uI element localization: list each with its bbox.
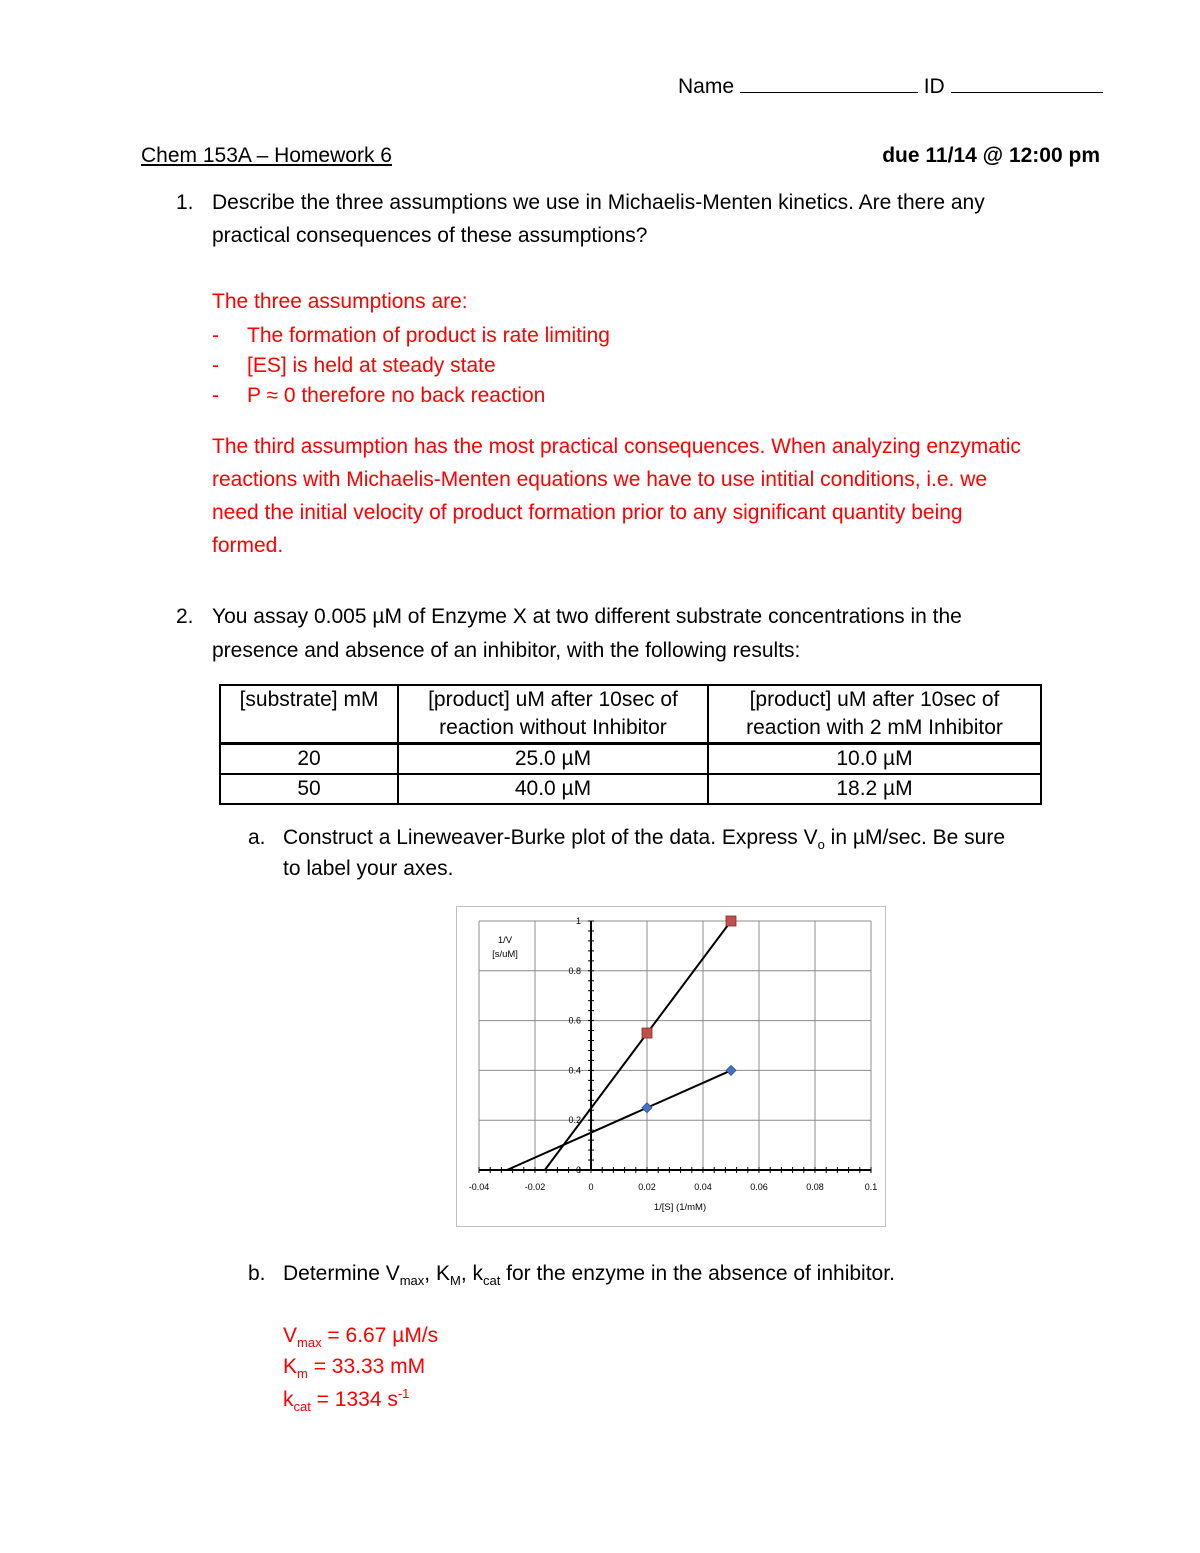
q1-answer-line: need the initial velocity of product formation prior to any significant quantity being bbox=[212, 501, 963, 524]
data-point-diamond bbox=[726, 1065, 736, 1075]
kcat-answer bbox=[283, 1386, 409, 1414]
part-a-line2: to label your axes. bbox=[283, 857, 454, 880]
name-blank bbox=[740, 74, 918, 93]
table-header-line: reaction with 2 mM Inhibitor bbox=[746, 716, 1003, 739]
name-field bbox=[678, 74, 1103, 99]
vmax-symbol: V bbox=[283, 1324, 298, 1347]
y-axis-title: 1/V bbox=[497, 935, 513, 946]
kcat-sup: -1 bbox=[397, 1386, 410, 1401]
part-a-sub: o bbox=[817, 837, 825, 853]
results-table bbox=[219, 684, 1042, 805]
q1-line2: practical consequences of these assumptions? bbox=[212, 224, 648, 247]
kcat-sub: cat bbox=[293, 1399, 311, 1415]
assumption-item: [ES] is held at steady state bbox=[247, 354, 496, 377]
table-header-cell bbox=[220, 685, 398, 744]
data-point-square bbox=[642, 1028, 652, 1038]
km-sub: m bbox=[297, 1366, 308, 1382]
kcat-value: = 1334 s bbox=[310, 1388, 398, 1411]
table-cell: 18.2 µM bbox=[708, 774, 1041, 804]
part-b-text: , k bbox=[460, 1262, 483, 1285]
km-symbol: K bbox=[283, 1355, 298, 1378]
x-tick-label: 0.04 bbox=[694, 1182, 712, 1192]
table-header-line: reaction without Inhibitor bbox=[439, 716, 667, 739]
q2-number: 2. bbox=[176, 605, 194, 628]
y-tick-label: 0 bbox=[575, 1165, 581, 1175]
q2-line2: presence and absence of an inhibitor, with the following results: bbox=[212, 639, 801, 662]
y-tick-label: 0.2 bbox=[568, 1115, 581, 1126]
kcat-symbol: k bbox=[283, 1388, 294, 1411]
lineweaver-burk-chart bbox=[456, 906, 886, 1227]
part-b-text: Determine V bbox=[283, 1262, 400, 1285]
x-tick-label: 0.1 bbox=[864, 1182, 878, 1192]
y-axis-title: [s/uM] bbox=[492, 949, 518, 960]
part-b-sub: cat bbox=[482, 1273, 501, 1289]
table-row bbox=[220, 774, 1041, 804]
x-tick-label: 0.06 bbox=[750, 1182, 768, 1192]
table-header-row bbox=[220, 685, 1041, 744]
table-header-line: [substrate] mM bbox=[239, 688, 379, 711]
data-point-square bbox=[726, 916, 736, 926]
assumption-dash: - bbox=[212, 384, 219, 407]
part-b-sub: M bbox=[449, 1273, 461, 1289]
part-b-label: b. bbox=[248, 1262, 266, 1285]
table-row bbox=[220, 744, 1041, 775]
km-value: = 33.33 mM bbox=[307, 1355, 426, 1378]
part-b-line bbox=[283, 1262, 895, 1288]
q1-line1: Describe the three assumptions we use in Michaelis-Menten kinetics. Are there any bbox=[212, 191, 985, 214]
part-a-text: Construct a Lineweaver-Burke plot of the data. Express V bbox=[283, 826, 818, 849]
q1-number: 1. bbox=[176, 191, 194, 214]
id-label: ID bbox=[923, 75, 945, 98]
chart-fit-lines bbox=[507, 921, 731, 1170]
x-tick-label: -0.04 bbox=[468, 1182, 490, 1192]
chart-labels bbox=[469, 916, 878, 1213]
id-blank bbox=[951, 74, 1103, 93]
assumption-item: P ≈ 0 therefore no back reaction bbox=[247, 384, 546, 407]
vmax-answer bbox=[283, 1324, 438, 1350]
x-tick-label: 0.02 bbox=[638, 1182, 656, 1192]
chart-svg bbox=[457, 907, 885, 1226]
table-header-line: [product] uM after 10sec of bbox=[428, 688, 678, 711]
table-cell: 25.0 µM bbox=[398, 744, 708, 775]
vmax-sub: max bbox=[297, 1335, 322, 1351]
part-b-text: , K bbox=[424, 1262, 450, 1285]
x-axis-title: 1/[S] (1/mM) bbox=[653, 1202, 707, 1213]
km-answer bbox=[283, 1355, 425, 1381]
q1-answer-line: reactions with Michaelis-Menten equations we have to use intitial conditions, i.e. we bbox=[212, 468, 988, 491]
course-title: Chem 153A – Homework 6 bbox=[141, 144, 392, 167]
table-cell: 20 bbox=[220, 744, 398, 775]
q1-answer-line: The third assumption has the most practical consequences. When analyzing enzymatic bbox=[212, 435, 1021, 458]
table-cell: 10.0 µM bbox=[708, 744, 1041, 775]
due-date: due 11/14 @ 12:00 pm bbox=[882, 144, 1100, 167]
assumption-item: The formation of product is rate limiting bbox=[247, 324, 610, 347]
table-header-cell bbox=[398, 685, 708, 744]
name-label: Name bbox=[678, 75, 735, 98]
q2-line1: You assay 0.005 µM of Enzyme X at two different substrate concentrations in the bbox=[212, 605, 962, 628]
assumption-dash: - bbox=[212, 324, 219, 347]
y-tick-label: 0.8 bbox=[568, 965, 581, 976]
part-a-text: in µM/sec. Be sure bbox=[824, 826, 1006, 849]
part-b-sub: max bbox=[399, 1273, 425, 1289]
q1-answer-line: formed. bbox=[212, 534, 284, 557]
data-point-diamond bbox=[642, 1103, 652, 1113]
assumption-dash: - bbox=[212, 354, 219, 377]
table-cell: 50 bbox=[220, 774, 398, 804]
part-b-text: for the enzyme in the absence of inhibitor. bbox=[500, 1262, 895, 1285]
y-tick-label: 0.4 bbox=[568, 1065, 581, 1076]
x-tick-label: 0 bbox=[588, 1182, 594, 1192]
table-cell: 40.0 µM bbox=[398, 774, 708, 804]
table-header-cell bbox=[708, 685, 1041, 744]
chart-markers bbox=[642, 916, 736, 1113]
vmax-value: = 6.67 µM/s bbox=[321, 1324, 439, 1347]
y-tick-label: 1 bbox=[575, 916, 581, 926]
x-tick-label: -0.02 bbox=[524, 1182, 546, 1192]
part-a-line1 bbox=[283, 826, 1005, 852]
q1-answer-intro: The three assumptions are: bbox=[212, 290, 468, 313]
y-tick-label: 0.6 bbox=[568, 1015, 581, 1026]
chart-axes bbox=[479, 921, 871, 1173]
x-tick-label: 0.08 bbox=[806, 1182, 824, 1192]
chart-grid bbox=[479, 921, 871, 1170]
part-a-label: a. bbox=[248, 826, 266, 849]
table-header-line: [product] uM after 10sec of bbox=[749, 688, 1000, 711]
